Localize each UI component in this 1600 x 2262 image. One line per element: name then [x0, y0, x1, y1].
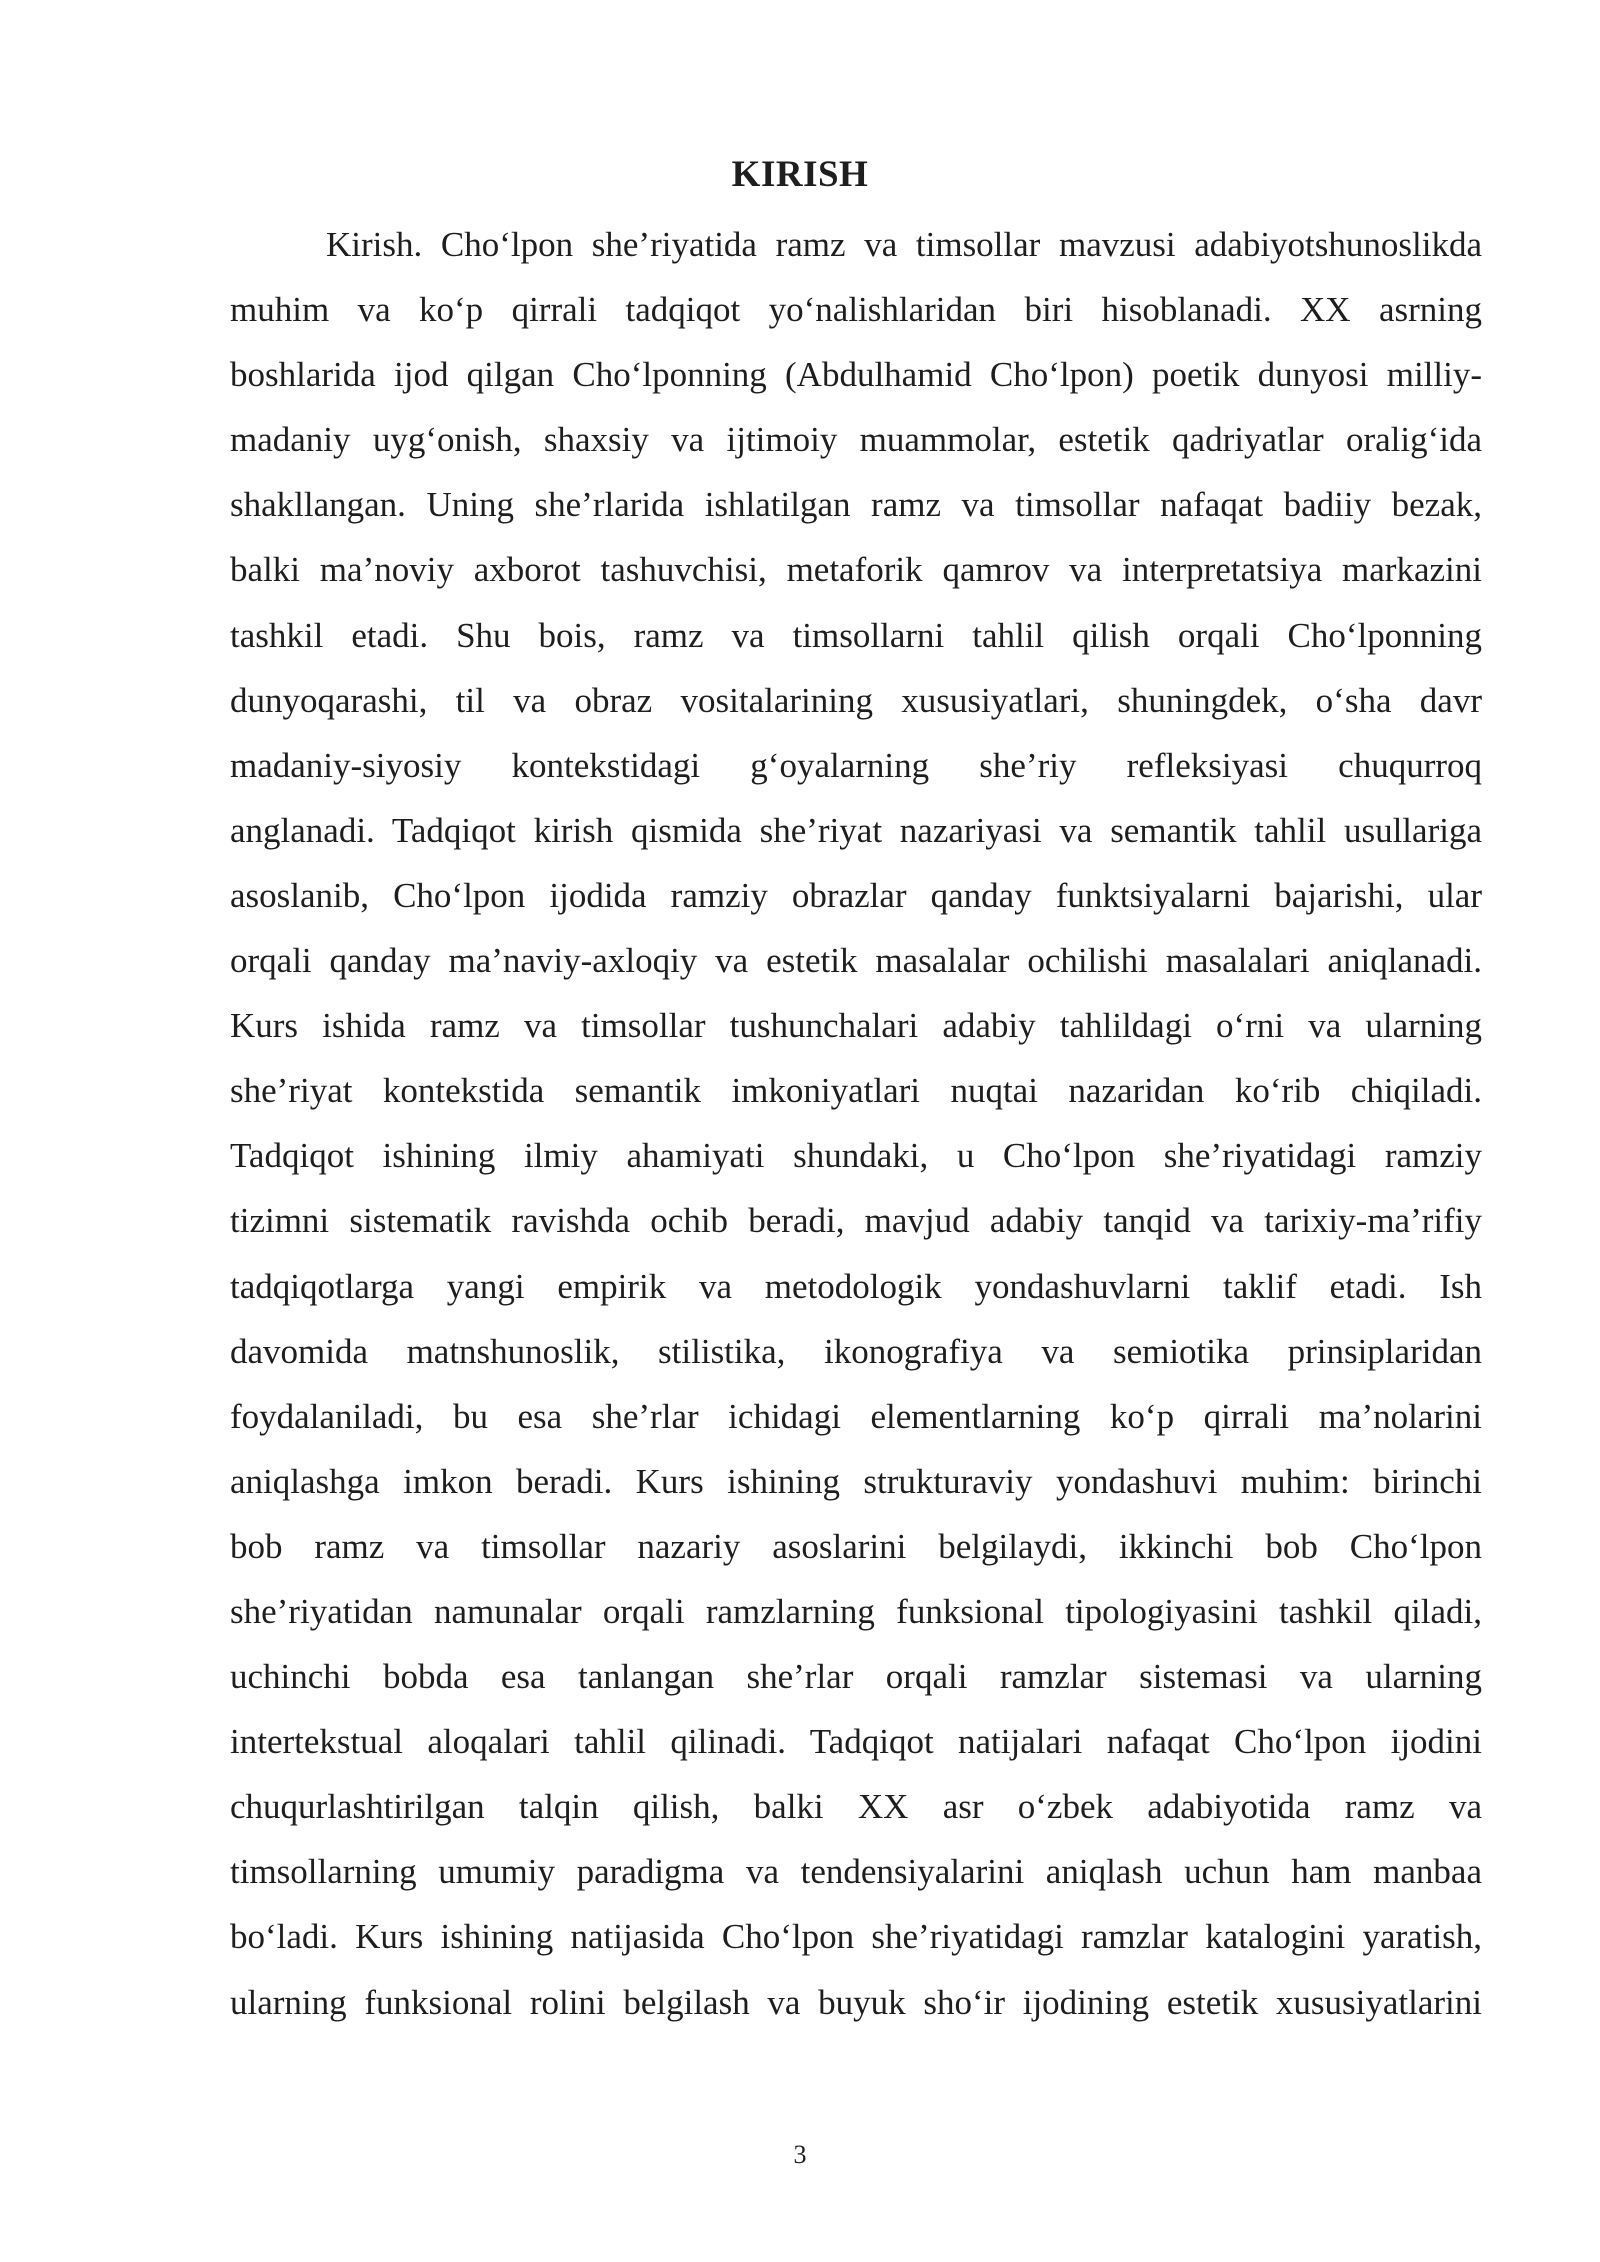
body-paragraph [230, 212, 1482, 2035]
text-line: tashkil etadi. Shu bois, ramz va timsollarni tahlil qilish orqali Cho‘lponning [230, 615, 1482, 655]
text-line: aniqlashga imkon beradi. Kurs ishining strukturaviy yondashuvi muhim: birinchi [230, 1461, 1482, 1501]
page-number: 3 [793, 2140, 807, 2169]
text-line: balki ma’noviy axborot tashuvchisi, metaforik qamrov va interpretatsiya markazini [230, 550, 1482, 590]
text-line: intertekstual aloqalari tahlil qilinadi. Tadqiqot natijalari nafaqat Cho‘lpon ijodini [230, 1722, 1482, 1762]
text-line: uchinchi bobda esa tanlangan she’rlar orqali ramzlar sistemasi va ularning [230, 1657, 1482, 1697]
text-line: dunyoqarashi, til va obraz vositalarining xususiyatlari, shuningdek, o‘sha davr [230, 680, 1482, 720]
text-line: Tadqiqot ishining ilmiy ahamiyati shundaki, u Cho‘lpon she’riyatidagi ramziy [230, 1136, 1482, 1176]
text-line: Kirish. Cho‘lpon she’riyatida ramz va timsollar mavzusi adabiyotshunoslikda [326, 225, 1482, 264]
text-line: she’riyatidan namunalar orqali ramzlarning funksional tipologiyasini tashkil qiladi, [230, 1591, 1482, 1631]
text-line: timsollarning umumiy paradigma va tendensiyalarini aniqlash uchun ham manbaa [230, 1852, 1482, 1892]
text-line: orqali qanday ma’naviy-axloqiy va estetik masalalar ochilishi masalalari aniqlanadi. [230, 941, 1482, 981]
text-line: tadqiqotlarga yangi empirik va metodologik yondashuvlarni taklif etadi. Ish [230, 1266, 1482, 1306]
text-line: ularning funksional rolini belgilash va buyuk sho‘ir ijodining estetik xususiyatlarini [230, 1982, 1482, 2022]
page-heading: KIRISH [731, 154, 869, 195]
text-line: davomida matnshunoslik, stilistika, ikonografiya va semiotika prinsiplaridan [230, 1331, 1482, 1371]
text-line: shakllangan. Uning she’rlarida ishlatilgan ramz va timsollar nafaqat badiiy bezak, [230, 485, 1482, 525]
text-line: foydalaniladi, bu esa she’rlar ichidagi elementlarning ko‘p qirrali ma’nolarini [230, 1396, 1482, 1436]
text-line: boshlarida ijod qilgan Cho‘lponning (Abdulhamid Cho‘lpon) poetik dunyosi milliy- [230, 355, 1482, 395]
text-line: madaniy uyg‘onish, shaxsiy va ijtimoiy muammolar, estetik qadriyatlar oralig‘ida [230, 420, 1482, 460]
text-line: anglanadi. Tadqiqot kirish qismida she’riyat nazariyasi va semantik tahlil usullariga [230, 810, 1482, 850]
text-line: asoslanib, Cho‘lpon ijodida ramziy obrazlar qanday funktsiyalarni bajarishi, ular [230, 875, 1482, 915]
text-line: bob ramz va timsollar nazariy asoslarini belgilaydi, ikkinchi bob Cho‘lpon [230, 1526, 1482, 1566]
text-line: chuqurlashtirilgan talqin qilish, balki XX asr o‘zbek adabiyotida ramz va [230, 1787, 1482, 1827]
text-line: bo‘ladi. Kurs ishining natijasida Cho‘lpon she’riyatidagi ramzlar katalogini yaratish, [230, 1917, 1482, 1957]
text-line: tizimni sistematik ravishda ochib beradi, mavjud adabiy tanqid va tarixiy-ma’rifiy [230, 1201, 1482, 1241]
text-line: muhim va ko‘p qirrali tadqiqot yo‘nalishlaridan biri hisoblanadi. XX asrning [230, 290, 1482, 330]
text-line: madaniy-siyosiy kontekstidagi g‘oyalarning she’riy refleksiyasi chuqurroq [230, 745, 1482, 785]
text-line: Kurs ishida ramz va timsollar tushunchalari adabiy tahlildagi o‘rni va ularning [230, 1006, 1482, 1046]
text-line: she’riyat kontekstida semantik imkoniyatlari nuqtai nazaridan ko‘rib chiqiladi. [230, 1071, 1482, 1111]
